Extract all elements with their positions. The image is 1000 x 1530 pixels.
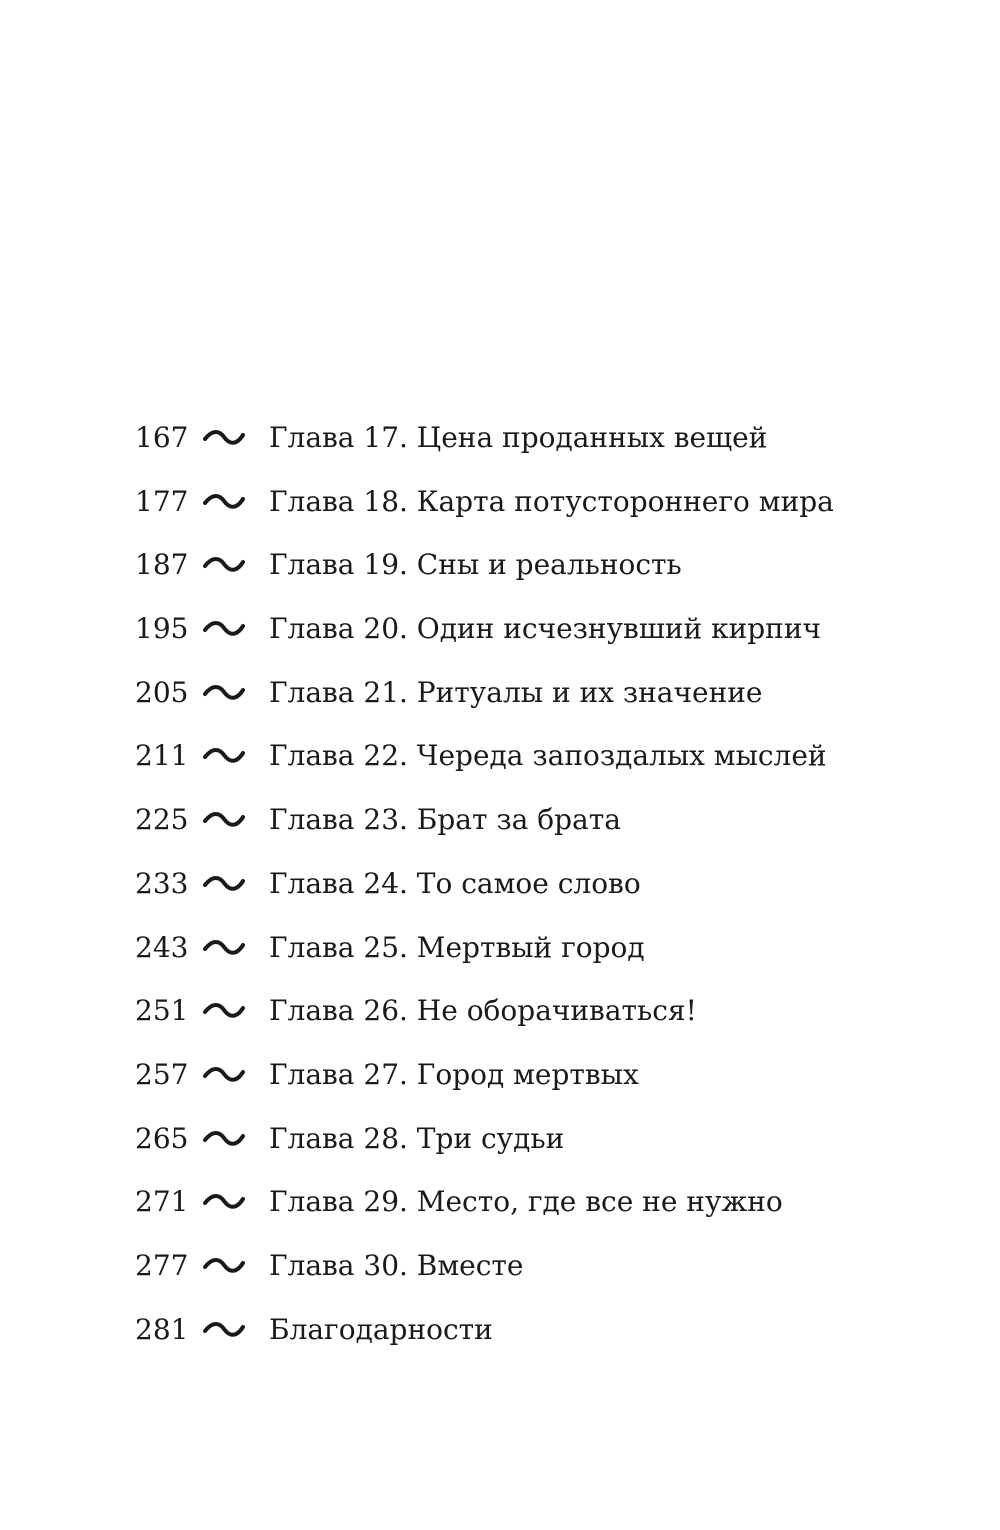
toc-entry[interactable] [0,476,1000,540]
chapter-title: Глава 18. Карта потустороннего мира [269,484,834,518]
toc-entry[interactable] [0,539,1000,603]
table-of-contents [0,412,1000,1367]
page-number: 177 [135,484,189,518]
chapter-title: Глава 22. Череда запоздалых мыслей [269,739,827,773]
page-number: 277 [135,1248,189,1282]
tilde-icon [203,809,245,831]
chapter-title: Глава 27. Город мертвых [269,1057,639,1091]
tilde-icon [203,1191,245,1213]
tilde-icon [203,873,245,895]
tilde-icon [203,1319,245,1341]
chapter-title: Глава 29. Место, где все не нужно [269,1185,783,1219]
tilde-icon [203,618,245,640]
toc-entry[interactable] [0,412,1000,476]
chapter-title: Глава 28. Три судьи [269,1121,565,1155]
page-number: 211 [135,739,189,773]
chapter-title: Глава 21. Ритуалы и их значение [269,675,763,709]
chapter-title: Глава 30. Вместе [269,1248,524,1282]
page-number: 225 [135,803,189,837]
page-number: 195 [135,612,189,646]
toc-entry[interactable] [0,922,1000,986]
toc-entry[interactable] [0,794,1000,858]
tilde-icon [203,937,245,959]
toc-entry[interactable] [0,858,1000,922]
page-number: 243 [135,930,189,964]
tilde-icon [203,1255,245,1277]
toc-entry[interactable] [0,730,1000,794]
page-number: 271 [135,1185,189,1219]
page-number: 233 [135,866,189,900]
page-number: 205 [135,675,189,709]
chapter-title: Глава 19. Сны и реальность [269,548,682,582]
toc-entry[interactable] [0,1113,1000,1177]
page-number: 257 [135,1057,189,1091]
toc-entry[interactable] [0,1049,1000,1113]
chapter-title: Глава 24. То самое слово [269,866,641,900]
tilde-icon [203,1128,245,1150]
tilde-icon [203,491,245,513]
toc-entry[interactable] [0,1240,1000,1304]
chapter-title: Глава 25. Мертвый город [269,930,645,964]
toc-entry[interactable] [0,985,1000,1049]
tilde-icon [203,427,245,449]
chapter-title: Глава 20. Один исчезнувший кирпич [269,612,822,646]
page-number: 281 [135,1312,189,1346]
page-number: 187 [135,548,189,582]
toc-entry[interactable] [0,1176,1000,1240]
page-number: 167 [135,421,189,454]
chapter-title: Глава 17. Цена проданных вещей [269,421,768,454]
tilde-icon [203,554,245,576]
page-number: 251 [135,994,189,1028]
toc-entry[interactable] [0,667,1000,731]
page-number: 265 [135,1121,189,1155]
toc-entry[interactable] [0,1304,1000,1368]
chapter-title: Глава 26. Не оборачиваться! [269,994,697,1028]
tilde-icon [203,682,245,704]
tilde-icon [203,1064,245,1086]
tilde-icon [203,1000,245,1022]
chapter-title: Благодарности [269,1312,493,1346]
chapter-title: Глава 23. Брат за брата [269,803,621,837]
tilde-icon [203,745,245,767]
toc-entry[interactable] [0,603,1000,667]
